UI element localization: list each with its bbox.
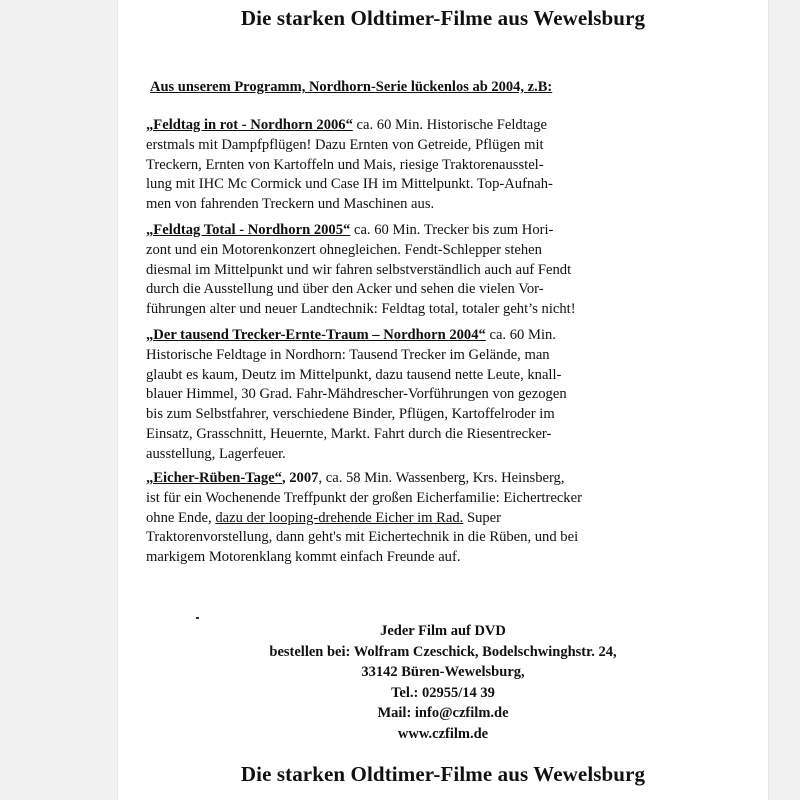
page-title-top: Die starken Oldtimer-Filme aus Wewelsburg — [240, 6, 646, 30]
film-title: „Feldtag in rot - Nordhorn 2006“ — [146, 117, 353, 133]
contact-block — [178, 621, 708, 744]
film-title: „Eicher-Rüben-Tage“ — [146, 470, 282, 486]
film-line: Historische Feldtage in Nordhorn: Tausend Trecker im Gelände, man — [146, 346, 550, 363]
film-text: Super — [463, 509, 502, 526]
film-entry-tausend-trecker — [146, 326, 616, 465]
film-line: ist für ein Wochenende Treffpunkt der großen Eicherfamilie: Eichertrecker — [146, 489, 582, 506]
film-line: erstmals mit Dampfpflügen! Dazu Ernten von Getreide, Pflügen mit — [146, 136, 544, 153]
film-text: ca. 60 Min. — [485, 327, 556, 343]
film-line: Einsatz, Grasschnitt, Heuernte, Markt. Fahrt durch die Riesentrecker- — [146, 425, 552, 442]
film-line: zont und ein Motorenkonzert ohnegleichen. Fendt-Schlepper stehen — [146, 241, 542, 258]
film-line: lung mit IHC Mc Cormick und Case IH im Mittelpunkt. Top-Aufnah- — [146, 176, 553, 193]
film-title: „Feldtag Total - Nordhorn 2005“ — [146, 222, 351, 238]
contact-city: 33142 Büren-Wewelsburg, — [361, 664, 525, 680]
film-text: , ca. 58 Min. Wassenberg, Krs. Heinsberg, — [318, 470, 565, 486]
film-line: Treckern, Ernten von Kartoffeln und Mais, riesige Traktorenausstel- — [146, 156, 544, 173]
film-title: „Der tausend Trecker-Ernte-Traum – Nordhorn 2004“ — [146, 327, 486, 343]
contact-phone: Tel.: 02955/14 39 — [391, 684, 495, 701]
film-line: blauer Himmel, 30 Grad. Fahr-Mähdrescher-Vorführungen von gezogen — [146, 386, 567, 403]
film-year: , 2007 — [281, 470, 319, 486]
film-line: Traktorenvorstellung, dann geht's mit Eichertechnik in die Rüben, und bei — [146, 529, 579, 546]
film-text: ca. 60 Min. Trecker bis zum Hori- — [350, 222, 554, 238]
film-line: glaubt es kaum, Deutz im Mittelpunkt, dazu tausend nette Leute, knall- — [146, 366, 562, 383]
program-heading: Aus unserem Programm, Nordhorn-Serie lückenlos ab 2004, z.B: — [150, 79, 553, 95]
film-line: diesmal im Mittelpunkt und wir fahren selbstverständlich auch auf Fendt — [146, 261, 572, 278]
film-entry-eicher-rueben-tage — [146, 469, 616, 568]
film-line — [146, 221, 616, 241]
film-line — [146, 509, 616, 529]
scan-speck — [196, 617, 199, 619]
film-line — [146, 116, 616, 136]
film-line: ausstellung, Lagerfeuer. — [146, 445, 286, 462]
contact-email: Mail: info@czfilm.de — [377, 705, 509, 721]
film-highlight: dazu der looping-drehende Eicher im Rad. — [215, 509, 464, 526]
film-text: ohne Ende, — [146, 509, 216, 526]
contact-dvd-note: Jeder Film auf DVD — [380, 623, 506, 639]
film-line: men von fahrenden Treckern und Maschinen aus. — [146, 196, 435, 213]
film-entry-feldtag-in-rot — [146, 116, 616, 215]
contact-order: bestellen bei: Wolfram Czeschick, Bodelschwinghstr. 24, — [269, 643, 617, 660]
film-line: markigem Motorenklang kommt einfach Freunde auf. — [146, 549, 461, 566]
film-entry-feldtag-total — [146, 221, 616, 320]
contact-website: www.czfilm.de — [397, 725, 489, 742]
film-line: durch die Ausstellung und über den Acker und sehen die vielen Vor- — [146, 281, 544, 298]
film-text: ca. 60 Min. Historische Feldtage — [352, 117, 548, 133]
film-line: bis zum Selbstfahrer, verschiedene Binder, Pflügen, Kartoffelroder im — [146, 406, 555, 423]
page-title-bottom: Die starken Oldtimer-Filme aus Wewelsburg — [240, 762, 646, 786]
film-line — [146, 326, 616, 346]
film-line — [146, 469, 616, 489]
film-line: führungen alter und neuer Landtechnik: Feldtag total, totaler geht’s nicht! — [146, 301, 576, 318]
document-page — [118, 0, 768, 800]
